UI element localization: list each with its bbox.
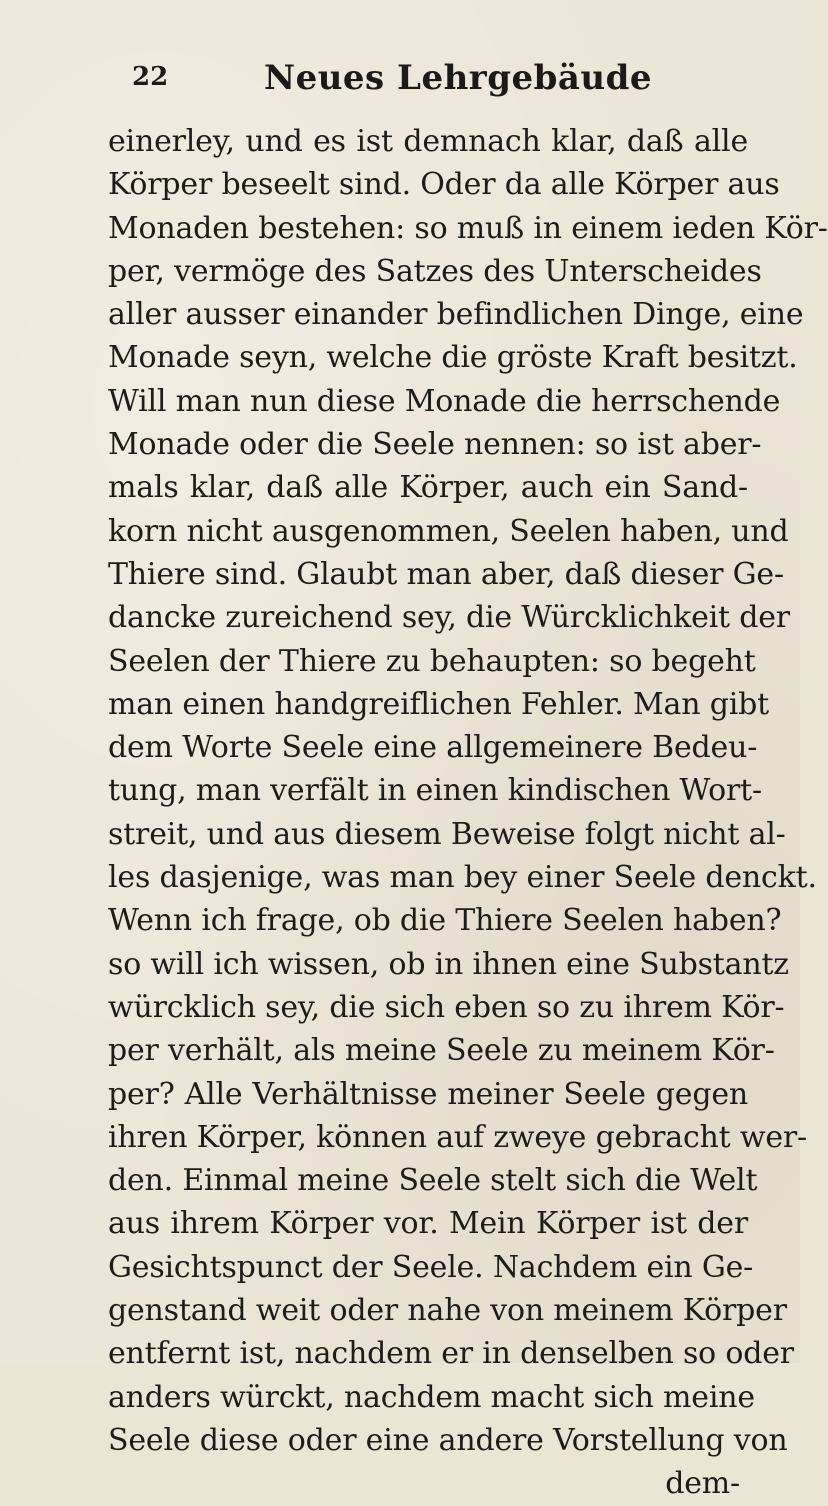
text-line: Seelen der Thiere zu behaupten: so begeht	[108, 643, 756, 679]
text-line: aller ausser einander befindlichen Dinge, eine	[108, 297, 804, 333]
text-line: Wenn ich frage, ob die Thiere Seelen haben?	[108, 903, 782, 939]
text-line: Seele diese oder eine andere Vorstellung von	[108, 1422, 788, 1458]
text-line: einerley, und es ist demnach klar, daß alle	[108, 124, 748, 159]
text-line: tung, man verfält in einen kindischen Wort-	[108, 773, 762, 809]
text-line: dem Worte Seele eine allgemeinere Bedeu-	[108, 730, 758, 766]
text-line: man einen handgreiflichen Fehler. Man gibt	[108, 686, 769, 722]
text-line: per, vermöge des Satzes des Unterscheides	[108, 253, 762, 289]
running-head: Neues Lehrgebäude	[264, 58, 653, 98]
text-line: korn nicht ausgenommen, Seelen haben, und	[108, 513, 789, 549]
text-line: Körper beseelt sind. Oder da alle Körper aus	[108, 167, 780, 203]
text-line: so will ich wissen, ob in ihnen eine Substantz	[108, 946, 789, 982]
text-line: entfernt ist, nachdem er in denselben so oder	[108, 1336, 794, 1372]
text-line: aus ihrem Körper vor. Mein Körper ist der	[108, 1206, 748, 1242]
text-line: anders würckt, nachdem macht sich meine	[108, 1379, 755, 1415]
text-line: Thiere sind. Glaubt man aber, daß dieser Ge-	[108, 556, 784, 592]
text-line: Will man nun diese Monade die herrschende	[108, 383, 781, 419]
text-line: mals klar, daß alle Körper, auch ein Sand-	[108, 470, 748, 506]
text-line: Gesichtspunct der Seele. Nachdem ein Ge-	[108, 1249, 754, 1285]
body-text	[108, 120, 828, 1506]
text-line: genstand weit oder nahe von meinem Körper	[108, 1293, 787, 1329]
text-line: Monade oder die Seele nennen: so ist aber-	[108, 427, 762, 463]
text-line: per? Alle Verhältnisse meiner Seele gegen	[108, 1076, 748, 1112]
page-header	[132, 58, 702, 104]
catchword: dem-	[665, 1466, 740, 1502]
text-line: dancke zureichend sey, die Würcklichkeit der	[108, 600, 790, 636]
page-number: 22	[132, 62, 169, 92]
text-line: ihren Körper, können auf zweye gebracht wer-	[108, 1119, 807, 1155]
text-line: per verhält, als meine Seele zu meinem Kör-	[108, 1033, 775, 1069]
text-line: Monade seyn, welche die gröste Kraft besitzt.	[108, 340, 798, 376]
text-line: streit, und aus diesem Beweise folgt nicht al-	[108, 816, 786, 852]
text-line: den. Einmal meine Seele stelt sich die Welt	[108, 1163, 758, 1199]
text-line: les dasjenige, was man bey einer Seele denckt.	[108, 860, 817, 896]
text-line: Monaden bestehen: so muß in einem ieden Kör-	[108, 210, 828, 246]
text-line: würcklich sey, die sich eben so zu ihrem Kör-	[108, 989, 785, 1025]
